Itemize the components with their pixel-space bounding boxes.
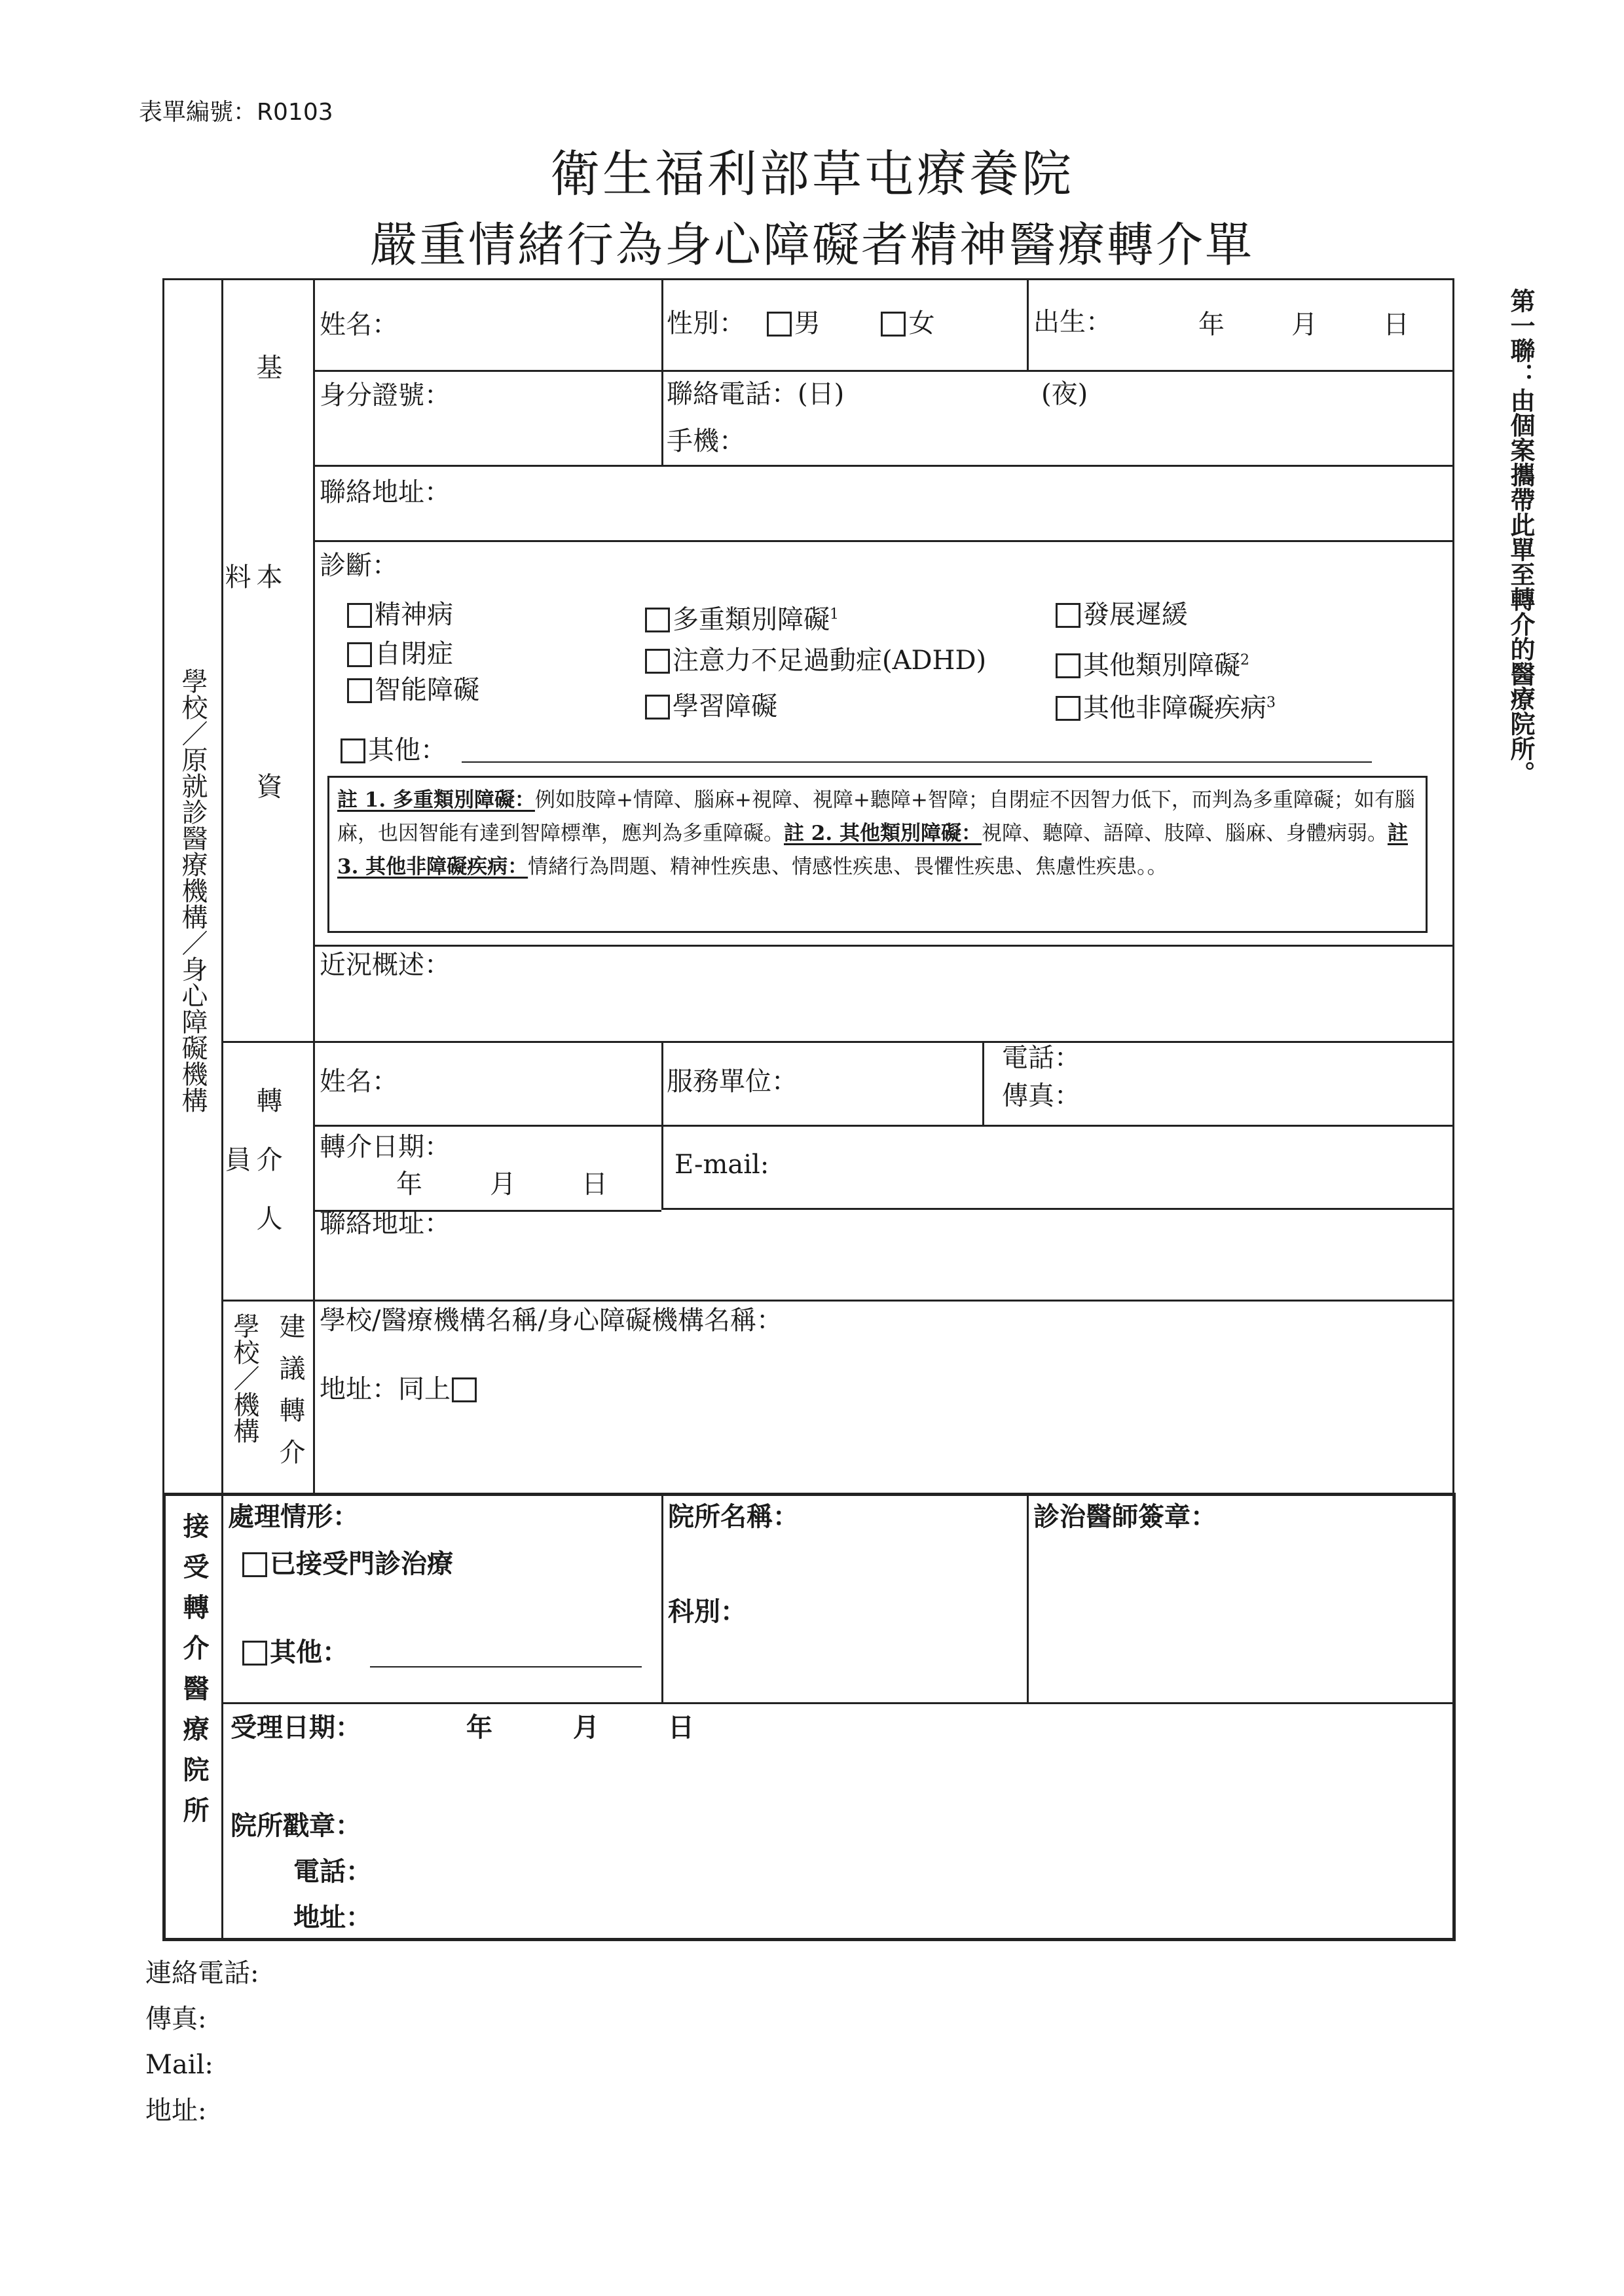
- phone-label: 聯絡電話：(日): [667, 379, 845, 409]
- referrer-address-label: 聯絡地址：: [320, 1209, 451, 1239]
- table-border-right: [1452, 278, 1454, 1493]
- table-border-left: [162, 278, 164, 1493]
- diag-psych-option[interactable]: [347, 599, 453, 630]
- section-basic-label: 基本資料: [221, 354, 282, 982]
- diag-nondis-sup: 3: [1266, 695, 1276, 711]
- checkbox-multi[interactable]: [645, 608, 670, 632]
- gender-field: [667, 308, 934, 339]
- diag-learning-label: 學習障礙: [673, 691, 777, 721]
- cell-divider: [661, 278, 663, 465]
- section-referrer-label: 轉介人員: [221, 1087, 282, 1264]
- diag-multi-label: 多重類別障礙: [673, 604, 830, 635]
- page-title: 衛生福利部草屯療養院: [550, 145, 1074, 203]
- referrer-fax-label: 傳真：: [1002, 1081, 1080, 1111]
- row-line: [313, 370, 1454, 372]
- row-line: [221, 1300, 1454, 1302]
- hospital-name-label: 院所名稱：: [668, 1501, 799, 1532]
- diag-autism-option[interactable]: [347, 638, 453, 670]
- hospital-address-label: 地址：: [293, 1902, 372, 1933]
- diag-other-option[interactable]: [341, 735, 447, 766]
- birth-month: 月: [1291, 310, 1318, 340]
- cell-divider: [1027, 278, 1029, 370]
- col-divider-2: [313, 278, 315, 1306]
- hospital-tel-label: 電話：: [293, 1856, 372, 1887]
- checkbox-delay[interactable]: [1056, 603, 1080, 628]
- diag-autism-label: 自閉症: [375, 639, 453, 669]
- row-line: [313, 540, 1454, 542]
- diag-nondis-option[interactable]: [1056, 687, 1276, 723]
- checkbox-same-address[interactable]: [452, 1377, 477, 1402]
- address-label: 聯絡地址：: [320, 477, 451, 507]
- diag-delay-label: 發展遲緩: [1083, 600, 1188, 630]
- referral-day: 日: [581, 1169, 608, 1199]
- referrer-tel-label: 電話：: [1002, 1043, 1080, 1073]
- cell-divider: [221, 1493, 223, 1941]
- diag-other-type-option[interactable]: [1056, 645, 1249, 681]
- side-note: 第一聯：由個案攜帶此單至轉介的醫療院所。: [1506, 288, 1536, 786]
- table-border-top: [162, 278, 1454, 280]
- note-1-body: 例如肢障+情障、腦麻+視障、視障+聽障+智障；自閉症不因智力低下，而判為多重障礙；如有腦麻，也因智能有達到智障標準，應判為多重障礙。: [337, 788, 1415, 845]
- checkbox-accepted[interactable]: [242, 1552, 267, 1577]
- page-subtitle: 嚴重情緒行為身心障礙者精神醫療轉介單: [369, 217, 1254, 272]
- checkbox-other[interactable]: [341, 738, 365, 763]
- checkbox-learning[interactable]: [645, 695, 670, 720]
- doctor-signature-label: 診治醫師簽章：: [1033, 1501, 1217, 1532]
- suggest-address-label: 地址：同上: [320, 1374, 451, 1404]
- row-line: [221, 1041, 1454, 1043]
- footer-mail: Mail:: [145, 2050, 213, 2080]
- diag-adhd-option[interactable]: [645, 645, 986, 676]
- section-receiving-label: 接受轉介醫療院所: [179, 1512, 210, 1837]
- department-label: 科別：: [668, 1596, 747, 1627]
- checkbox-female[interactable]: [881, 312, 906, 337]
- receiving-other-line[interactable]: [370, 1666, 642, 1667]
- cell-divider: [982, 1041, 984, 1125]
- checkbox-intel[interactable]: [347, 678, 372, 703]
- mobile-label: 手機：: [667, 426, 745, 456]
- accept-date-label: 受理日期：: [231, 1712, 361, 1743]
- name-label: 姓名：: [320, 310, 398, 340]
- footer-address: 地址:: [145, 2096, 207, 2126]
- receiving-other-option[interactable]: [242, 1637, 348, 1668]
- checkbox-adhd[interactable]: [645, 649, 670, 674]
- section-suggest-left: 學校／機構: [229, 1313, 259, 1444]
- row-line: [313, 1125, 1454, 1127]
- hospital-stamp-label: 院所戳章：: [231, 1810, 361, 1841]
- diag-other-label: 其他：: [368, 735, 447, 765]
- accept-month: 月: [573, 1712, 599, 1743]
- referral-month: 月: [490, 1169, 516, 1199]
- phone-night-label: (夜): [1041, 379, 1088, 409]
- row-line: [313, 465, 1454, 467]
- diag-other-type-label: 其他類別障礙: [1083, 650, 1240, 681]
- suggest-org-label: 學校/醫療機構名稱/身心障礙機構名稱：: [320, 1305, 783, 1336]
- checkbox-autism[interactable]: [347, 642, 372, 667]
- checkbox-other-type[interactable]: [1056, 653, 1080, 678]
- status-label: 處理情形：: [228, 1501, 359, 1532]
- diag-psych-label: 精神病: [375, 600, 453, 630]
- row-line: [313, 945, 1454, 947]
- checkbox-male[interactable]: [767, 312, 792, 337]
- note-1-head: 註 1. 多重類別障礙：: [337, 788, 535, 812]
- recent-label: 近況概述：: [320, 950, 451, 980]
- row-line: [221, 1702, 1454, 1704]
- referrer-name-label: 姓名：: [320, 1066, 398, 1097]
- checkbox-nondis[interactable]: [1056, 696, 1080, 721]
- accepted-option[interactable]: [242, 1548, 453, 1580]
- note-3-head: 註 3. 其他非障礙疾病：: [337, 822, 1408, 879]
- diag-intel-label: 智能障礙: [375, 675, 479, 705]
- note-2-head: 註 2. 其他類別障礙：: [784, 822, 982, 845]
- birth-day: 日: [1383, 310, 1409, 340]
- note-2-body: 視障、聽障、語障、肢障、腦麻、身體病弱。: [981, 822, 1388, 845]
- diag-intel-option[interactable]: [347, 674, 479, 706]
- diag-learning-option[interactable]: [645, 691, 777, 722]
- footer-tel: 連絡電話:: [145, 1958, 259, 1988]
- suggest-address-field: [320, 1374, 479, 1405]
- referral-date-label: 轉介日期：: [320, 1132, 451, 1162]
- accepted-label: 已接受門診治療: [270, 1548, 453, 1579]
- checkbox-psych[interactable]: [347, 603, 372, 628]
- diag-delay-option[interactable]: [1056, 599, 1188, 630]
- diag-adhd-label: 注意力不足過動症(ADHD): [673, 646, 987, 676]
- row-line: [661, 1208, 1454, 1210]
- cell-divider: [661, 1041, 663, 1210]
- diag-other-line[interactable]: [462, 761, 1372, 763]
- diag-other-type-sup: 2: [1240, 652, 1249, 668]
- checkbox-receiving-other[interactable]: [242, 1641, 267, 1666]
- birth-year: 年: [1198, 310, 1225, 340]
- footer-fax: 傳真:: [145, 2004, 207, 2034]
- cell-divider: [661, 1493, 663, 1702]
- id-label: 身分證號：: [320, 380, 451, 410]
- accept-day: 日: [668, 1712, 694, 1743]
- diag-multi-option[interactable]: [645, 599, 839, 635]
- diag-multi-sup: 1: [830, 606, 839, 623]
- receiving-other-label: 其他：: [270, 1637, 348, 1667]
- gender-label: 性別：: [667, 308, 745, 338]
- left-column-label: 學校／原就診醫療機構／身心障礙機構: [177, 668, 208, 1113]
- birth-label: 出生：: [1033, 307, 1112, 337]
- col-divider-2b: [313, 1306, 315, 1493]
- gender-female-label: 女: [908, 308, 935, 338]
- referrer-unit-label: 服務單位：: [667, 1066, 798, 1097]
- section-suggest-right: 建議轉介: [275, 1313, 305, 1480]
- diagnosis-label: 診斷：: [320, 551, 398, 581]
- referral-year: 年: [396, 1169, 422, 1199]
- form-number: 表單編號：R0103: [139, 99, 333, 126]
- col-divider-1: [221, 278, 223, 1493]
- notes-text: [337, 784, 1418, 884]
- diag-nondis-label: 其他非障礙疾病: [1083, 693, 1266, 723]
- note-3-body: 情緒行為問題、精神性疾患、情感性疾患、畏懼性疾患、焦慮性疾患。。: [528, 855, 1168, 879]
- referrer-email-label: E-mail:: [674, 1150, 769, 1180]
- cell-divider: [1027, 1493, 1029, 1702]
- accept-year: 年: [466, 1712, 492, 1743]
- gender-male-label: 男: [794, 308, 821, 338]
